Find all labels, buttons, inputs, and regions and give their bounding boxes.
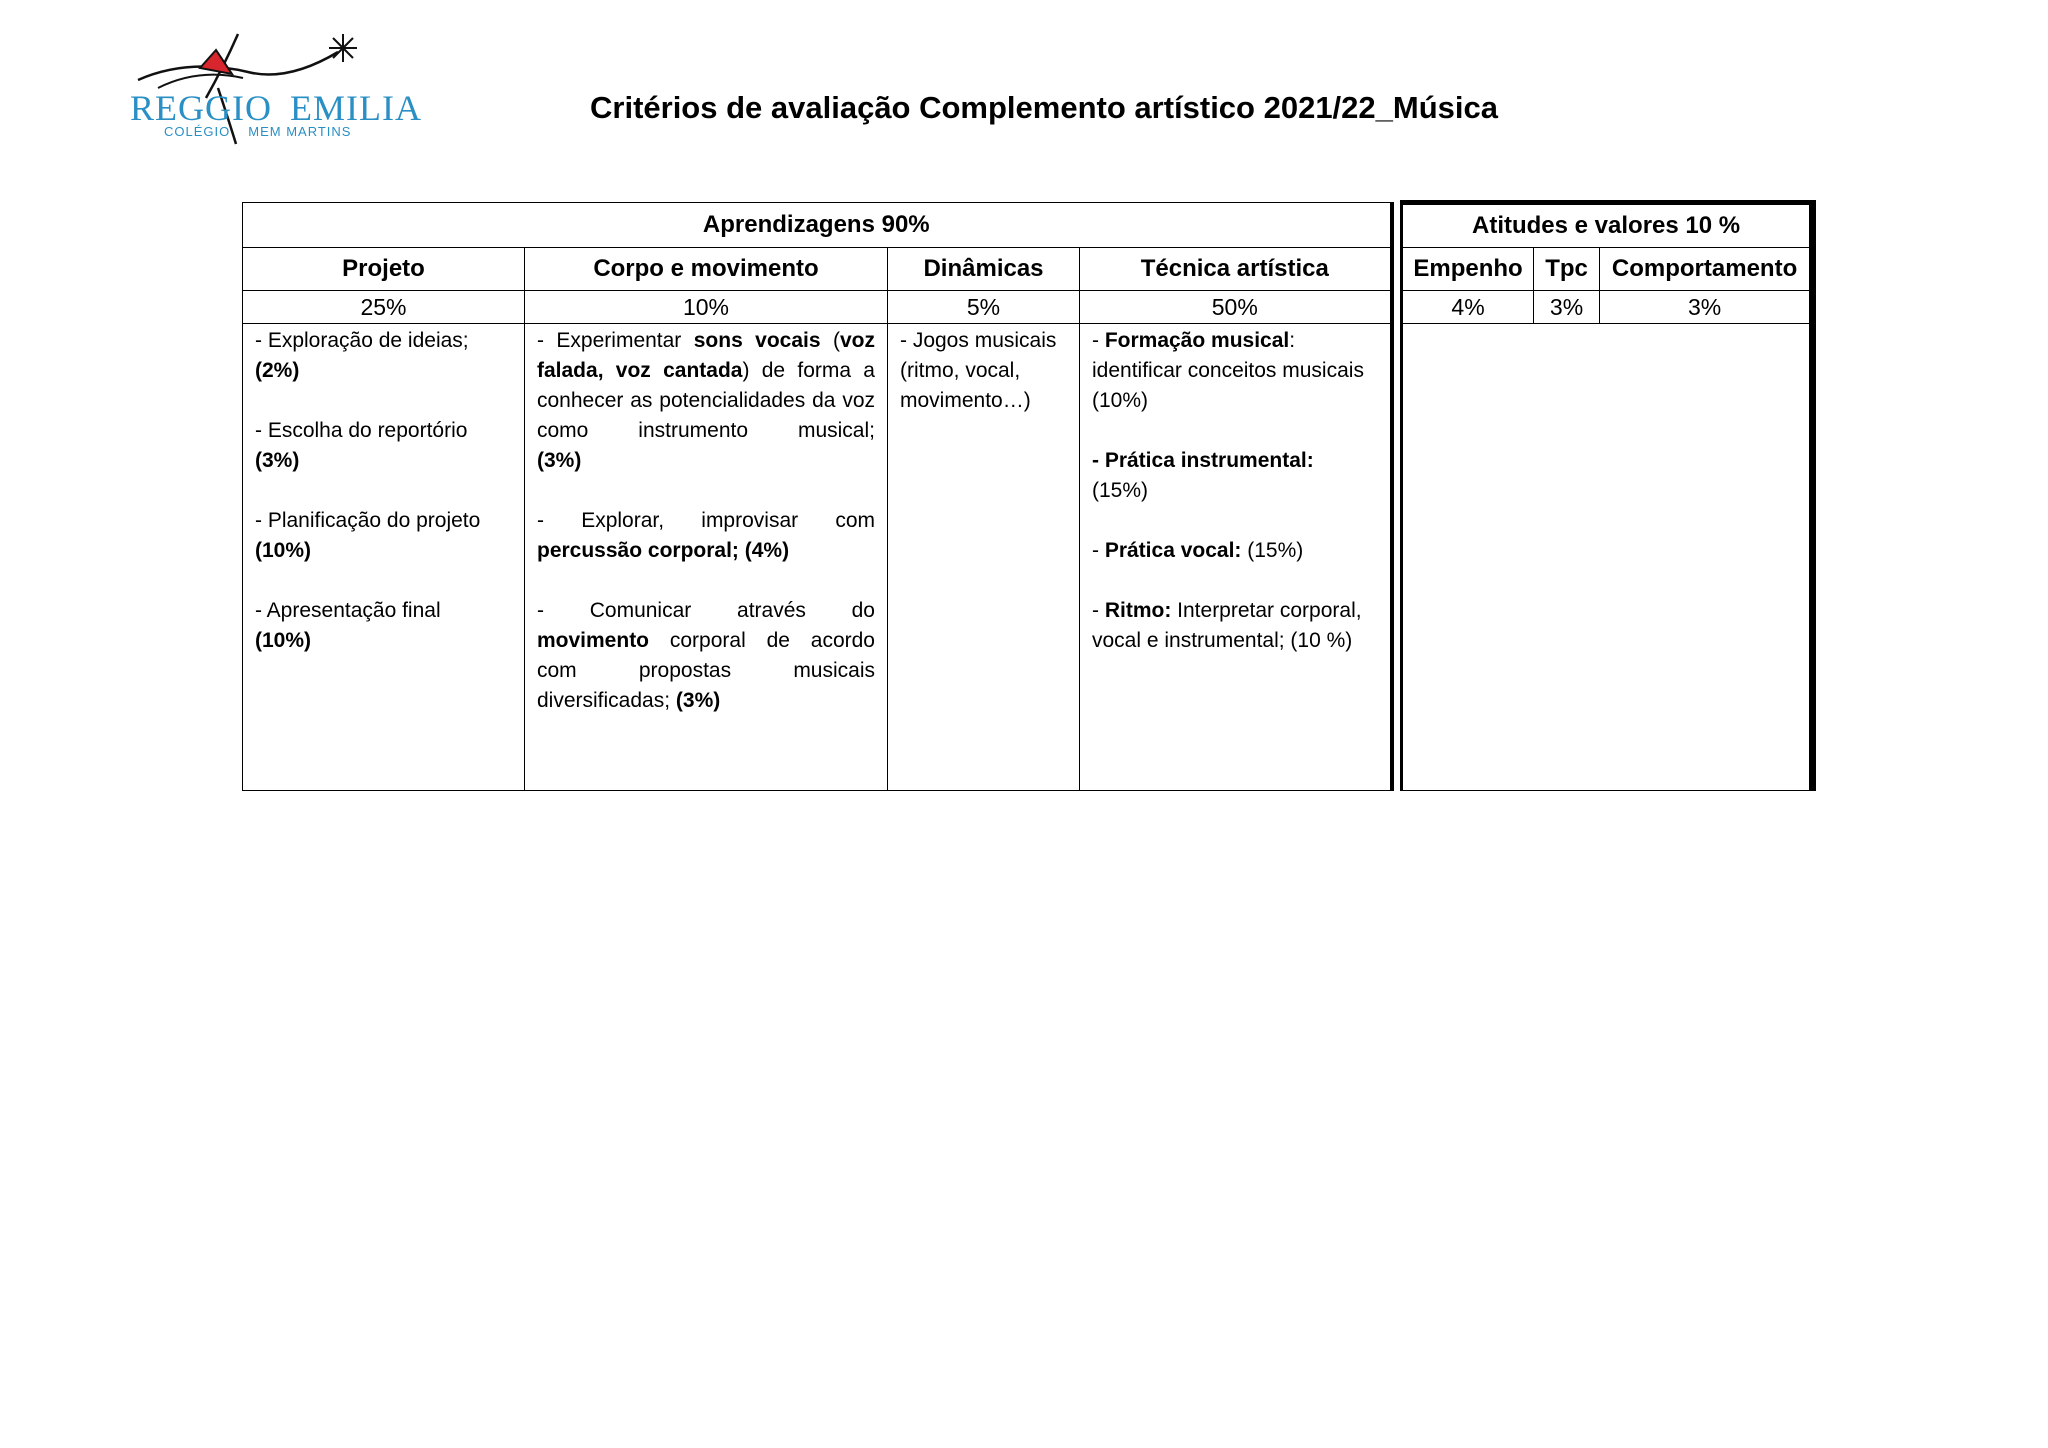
column-header-tpc: Tpc xyxy=(1534,248,1600,291)
percent-tpc: 3% xyxy=(1534,291,1600,324)
column-header-empenho: Empenho xyxy=(1402,248,1534,291)
cell-corpo-movimento: - Experimentar sons vocais (voz falada, voz cantada) de forma a conhecer as potencialidades da voz como instrumento musical; (3%) - Explorar, improvisar com percussão corporal; (4%) - Comunicar através do movimento corporal de acordo com propostas musicais diversificadas; (3%) xyxy=(525,324,888,791)
column-header-tecnica: Técnica artística xyxy=(1080,248,1392,291)
criteria-table xyxy=(242,200,1816,791)
percent-dinamicas: 5% xyxy=(888,291,1080,324)
column-header-projeto: Projeto xyxy=(243,248,525,291)
cell-atitudes-empty xyxy=(1402,324,1813,791)
group-header-aprendizagens: Aprendizagens 90% xyxy=(243,203,1392,248)
cell-tecnica-artistica: - Formação musical: identificar conceitos musicais (10%) - Prática instrumental: (15%) - Prática vocal: (15%) - Ritmo: Interpretar corporal, vocal e instrumental; (10 %) xyxy=(1080,324,1392,791)
percent-comportamento: 3% xyxy=(1600,291,1813,324)
cell-projeto: - Exploração de ideias; (2%) - Escolha do reportório (3%) - Planificação do projeto (10%) - Apresentação final (10%) xyxy=(243,324,525,791)
column-header-dinamicas: Dinâmicas xyxy=(888,248,1080,291)
cell-dinamicas: - Jogos musicais (ritmo, vocal, movimento…) xyxy=(888,324,1080,791)
page-title: Critérios de avaliação Complemento artístico 2021/22_Música xyxy=(590,90,1498,125)
column-separator xyxy=(1392,291,1402,324)
column-header-corpo: Corpo e movimento xyxy=(525,248,888,291)
group-header-atitudes: Atitudes e valores 10 % xyxy=(1402,203,1813,248)
percent-corpo: 10% xyxy=(525,291,888,324)
column-separator xyxy=(1392,248,1402,291)
column-separator xyxy=(1392,324,1402,791)
logo-name: REGGIO EMILIA xyxy=(130,88,422,128)
percent-empenho: 4% xyxy=(1402,291,1534,324)
percent-projeto: 25% xyxy=(243,291,525,324)
column-separator xyxy=(1392,203,1402,248)
percent-tecnica: 50% xyxy=(1080,291,1392,324)
logo-subtitle: COLÉGIO MEM MARTINS xyxy=(164,124,352,139)
column-header-comportamento: Comportamento xyxy=(1600,248,1813,291)
